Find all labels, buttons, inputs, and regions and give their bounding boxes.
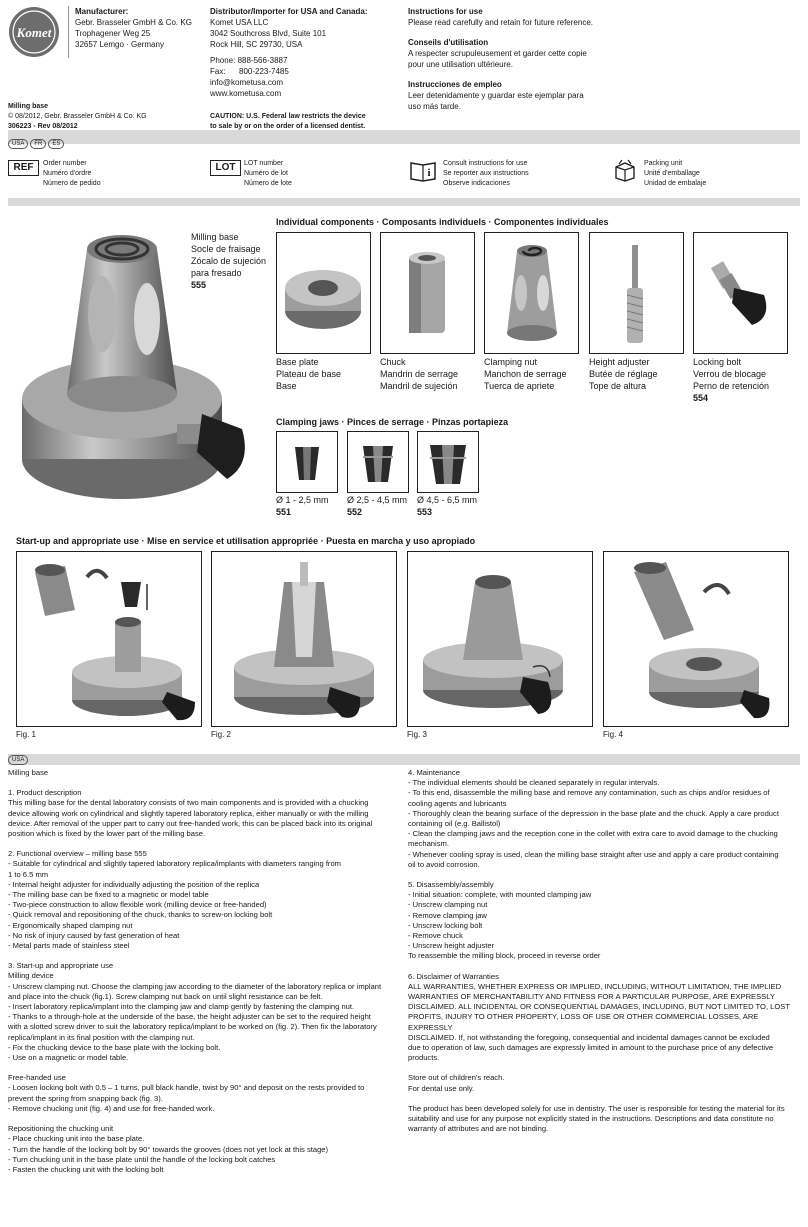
jaw-size: Ø 1 - 2,5 mm bbox=[276, 495, 329, 505]
main-product-line: Milling base bbox=[191, 232, 239, 242]
text-line: device allowing work on cylindrical and slightly tapered laboratory replica, either manually or with the milling bbox=[8, 808, 369, 818]
usa-badge: USA bbox=[8, 755, 28, 765]
manufacturer-line: Gebr. Brasseler GmbH & Co. KG bbox=[75, 18, 192, 27]
text-line: - Turn chucking unit in the base plate until the handle of the locking bolt catches bbox=[8, 1154, 276, 1164]
figure-4-image bbox=[603, 551, 789, 727]
text-line: - Unscrew height adjuster bbox=[408, 941, 495, 951]
text-line: - Fasten the chucking unit with the locking bolt bbox=[8, 1164, 164, 1174]
component-label-chuck bbox=[380, 356, 458, 392]
manufacturer-block bbox=[75, 6, 205, 50]
component-line: Chuck bbox=[380, 357, 406, 367]
paragraph-gap bbox=[408, 870, 800, 880]
component-line: Perno de retención bbox=[693, 381, 770, 391]
text-line: - Two-piece construction to allow flexible work (milling device or free-handed) bbox=[8, 900, 267, 910]
instructions-block bbox=[408, 6, 608, 112]
text-line: - To this end, disassemble the milling base and remove any contamination, such as chips and/or residues of bbox=[408, 788, 770, 798]
paragraph-gap bbox=[408, 1063, 800, 1073]
manufacturer-line: Trophagener Weg 25 bbox=[75, 29, 151, 38]
instructions-line: Please read carefully and retain for future reference. bbox=[408, 18, 593, 27]
symbol-text: Order number bbox=[43, 160, 87, 167]
jaws-title: Clamping jaws · Pinces de serrage · Pinzas portapieza bbox=[276, 417, 509, 427]
document-info bbox=[8, 102, 198, 132]
text-line: replica/implant in its final position with the clamping nut. bbox=[8, 1032, 195, 1042]
instructions-title: Instructions for use bbox=[408, 7, 483, 16]
symbol-text: Numéro de lot bbox=[244, 170, 288, 177]
text-line: - Internal height adjuster for individually adjusting the position of the replica bbox=[8, 879, 260, 889]
component-line: Manchon de serrage bbox=[484, 369, 567, 379]
main-product-line: para fresado bbox=[191, 268, 242, 278]
jaw-image-551 bbox=[276, 431, 338, 493]
header-divider-bar bbox=[8, 130, 800, 147]
paragraph-gap bbox=[8, 1063, 400, 1073]
figure-1-caption: Fig. 1 bbox=[16, 730, 37, 739]
text-line: Free-handed use bbox=[8, 1073, 66, 1083]
email-link[interactable]: info@kometusa.com bbox=[210, 78, 284, 87]
component-image-base-plate bbox=[276, 232, 371, 354]
component-line: Butée de réglage bbox=[589, 369, 658, 379]
component-image-clamping-nut bbox=[484, 232, 579, 354]
symbol-text: Unité d'emballage bbox=[644, 170, 700, 177]
paragraph-gap bbox=[408, 962, 800, 972]
text-line: position which is fixed by the lower part of the milling base. bbox=[8, 829, 206, 839]
ref-symbol: REF bbox=[8, 160, 39, 176]
component-line: Height adjuster bbox=[589, 357, 650, 367]
text-line: mechanism. bbox=[408, 839, 449, 849]
text-line: 4. Maintenance bbox=[408, 768, 460, 777]
figure-2-image bbox=[211, 551, 397, 727]
packing-box-icon bbox=[613, 158, 637, 182]
components-title: Individual components · Composants individuels · Componentes individuales bbox=[276, 217, 609, 227]
component-label-locking-bolt bbox=[693, 356, 769, 404]
distributor-line: Komet USA LLC bbox=[210, 18, 269, 27]
manufacturer-label: Manufacturer: bbox=[75, 7, 129, 16]
text-line: - Remove chuck bbox=[408, 931, 463, 941]
figure-4-caption: Fig. 4 bbox=[603, 730, 624, 739]
text-line: - Turn the handle of the locking bolt by 90° towards the grooves (does not yet lock at this stage) bbox=[8, 1144, 329, 1154]
text-line: - Remove chucking unit (fig. 4) and use for free-handed work. bbox=[8, 1103, 215, 1113]
jaw-image-552 bbox=[347, 431, 409, 493]
komet-logo bbox=[8, 6, 60, 58]
text-line: - Thanks to a through-hole at the underside of the base, the height adjuster can be set to the required height bbox=[8, 1012, 371, 1022]
jaw-size: Ø 4,5 - 6,5 mm bbox=[417, 495, 478, 505]
jaw-size: Ø 2,5 - 4,5 mm bbox=[347, 495, 408, 505]
text-line: - The milling base can be fixed to a magnetic or model table bbox=[8, 890, 209, 900]
symbol-text: Número de pedido bbox=[43, 180, 101, 187]
section-divider-bar bbox=[8, 198, 800, 206]
startup-title: Start-up and appropriate use · Mise en service et utilisation appropriée · Puesta en marcha y uso apropiado bbox=[16, 536, 476, 546]
symbol-text: Numéro d'ordre bbox=[43, 170, 92, 177]
text-line: 1 to 6.5 mm bbox=[8, 869, 49, 879]
text-line: - Thoroughly clean the bearing surface of the depression in the base plate and the chuck. Apply a care product bbox=[408, 808, 779, 818]
jaw-number: 553 bbox=[417, 507, 433, 517]
text-line: - Initial situation: complete, with mounted clamping jaw bbox=[408, 890, 592, 900]
instructions-line: A respecter scrupuleusement et garder cette copie bbox=[408, 49, 587, 58]
text-line: WARRANTIES OF MERCHANTABILITY AND FITNESS FOR A PARTICULAR PURPOSE, ARE EXPRESSLY bbox=[408, 992, 775, 1002]
component-image-height-adjuster bbox=[589, 232, 684, 354]
text-line: with a slotted screw driver to suit the laboratory replica/implant to be worked on (fig. 2). Then fix the laboratory bbox=[8, 1022, 377, 1032]
text-line: cooling agents and lubricants bbox=[408, 798, 507, 808]
text-line: - Unscrew clamping nut. Choose the clamping jaw according to the diameter of the laboratory replica or implant bbox=[8, 981, 382, 991]
caution-line: CAUTION: U.S. Federal law restricts the device bbox=[210, 113, 366, 120]
component-line: Locking bolt bbox=[693, 357, 742, 367]
copyright: © 08/2012, Gebr. Brasseler GmbH & Co. KG bbox=[8, 113, 147, 120]
text-line: - Ergonomically shaped clamping nut bbox=[8, 920, 133, 930]
text-line: 1. Product description bbox=[8, 788, 82, 798]
figure-1-image bbox=[16, 551, 202, 727]
text-line: PROFITS, INJURY TO OTHER PROPERTY, LOSS OF USE OR OTHER COMMERCIAL LOSSES, ARE EXPRESSLY bbox=[408, 1012, 759, 1032]
text-line: - Use on a magnetic or model table. bbox=[8, 1053, 129, 1063]
fax-label: Fax: bbox=[210, 67, 226, 76]
text-line: Store out of children's reach. bbox=[408, 1073, 505, 1083]
text-line: For dental use only. bbox=[408, 1083, 475, 1093]
lot-symbol: LOT bbox=[210, 160, 241, 176]
text-line: 6. Disclaimer of Warranties bbox=[408, 971, 499, 981]
lot-legend bbox=[244, 159, 292, 189]
main-product-line: Socle de fraisage bbox=[191, 244, 261, 254]
component-line: Verrou de blocage bbox=[693, 369, 767, 379]
text-line: device. After removal of the upper part to carry out free-handed work, this can be placed back into its original bbox=[8, 818, 373, 828]
jaw-number: 551 bbox=[276, 507, 292, 517]
text-line: suitability and use for any purpose not explicitly stated in the instructions. Descriptions and data constitute no bbox=[408, 1114, 774, 1124]
instructions-title: Instrucciones de empleo bbox=[408, 80, 502, 89]
text-line: - Unscrew locking bolt bbox=[408, 920, 483, 930]
jaw-label-553 bbox=[417, 494, 477, 518]
info-glyph: i bbox=[427, 168, 431, 179]
text-line: - Fix the chucking device to the base plate with the locking bolt. bbox=[8, 1042, 221, 1052]
symbol-text: Consult instructions for use bbox=[443, 160, 528, 167]
text-line: Milling base bbox=[8, 768, 49, 777]
text-line: DISCLAIMED. ALL INCIDENTAL OR CONSEQUENTIAL DAMAGES, INCLUDING, BUT NOT LIMITED TO, LOST bbox=[408, 1002, 791, 1012]
symbol-text: Número de lote bbox=[244, 180, 292, 187]
component-line: Base plate bbox=[276, 357, 319, 367]
text-line: ALL WARRANTIES, WHETHER EXPRESS OR IMPLIED, INCLUDING, WITHOUT LIMITATION, THE IMPLIED bbox=[408, 981, 782, 991]
phone-label: Phone: bbox=[210, 56, 236, 65]
text-line: - Whenever cooling spray is used, clean the milling base straight after use and apply a care product containing bbox=[408, 849, 779, 859]
text-line: To reassemble the milling block, proceed in reverse order bbox=[408, 951, 601, 961]
symbol-text: Observe indicaciones bbox=[443, 180, 510, 187]
text-line: prevent the spring from snapping back (fig. 3). bbox=[8, 1093, 163, 1103]
symbol-text: Packing unit bbox=[644, 160, 683, 167]
component-line: Mandril de sujeción bbox=[380, 381, 458, 391]
text-line: Repositioning the chucking unit bbox=[8, 1124, 114, 1134]
component-line: Base bbox=[276, 381, 297, 391]
text-line: - Place chucking unit into the base plate. bbox=[8, 1134, 145, 1144]
paragraph-gap bbox=[8, 951, 400, 961]
text-line: - Insert laboratory replica/implant into the clamping jaw and clamp gently by fastening the clamping nut. bbox=[8, 1002, 355, 1012]
distributor-line: Rock Hill, SC 29730, USA bbox=[210, 40, 303, 49]
symbol-text: Unidad de embalaje bbox=[644, 180, 707, 187]
phone-number[interactable]: 888-566-3887 bbox=[237, 56, 288, 65]
instructions-title: Conseils d'utilisation bbox=[408, 38, 489, 47]
component-label-clamping-nut bbox=[484, 356, 567, 392]
paragraph-gap bbox=[8, 839, 400, 849]
text-line: containing oil (e.g. Ballistol) bbox=[408, 819, 501, 829]
component-label-height-adjuster bbox=[589, 356, 658, 392]
component-line: Plateau de base bbox=[276, 369, 342, 379]
figure-3-image bbox=[407, 551, 593, 727]
symbol-text: Se reporter aux instructions bbox=[443, 170, 529, 177]
paragraph-gap bbox=[8, 778, 400, 788]
ref-legend bbox=[43, 159, 101, 189]
text-line: warranty of attributes and are not binding. bbox=[408, 1124, 549, 1134]
text-line: 3. Start-up and appropriate use bbox=[8, 961, 114, 971]
paragraph-gap bbox=[408, 1094, 800, 1104]
country-badge: FR bbox=[30, 139, 46, 149]
component-line: Tope de altura bbox=[589, 381, 647, 391]
distributor-block bbox=[210, 6, 400, 99]
consult-legend bbox=[443, 159, 529, 189]
jaw-number: 552 bbox=[347, 507, 363, 517]
text-line: 5. Disassembly/assembly bbox=[408, 880, 494, 890]
distributor-label: Distributor/Importer for USA and Canada: bbox=[210, 7, 368, 16]
text-line: - Quick removal and repositioning of the chuck, thanks to screw-on locking bolt bbox=[8, 910, 273, 920]
packing-legend bbox=[644, 159, 706, 189]
instructions-line: Leer detenidamente y guardar este ejemplar para bbox=[408, 91, 584, 100]
text-line: - No risk of injury caused by fast generation of heat bbox=[8, 930, 180, 940]
manufacturer-line: 32657 Lemgo · Germany bbox=[75, 40, 164, 49]
component-line: Clamping nut bbox=[484, 357, 538, 367]
component-line: Mandrin de serrage bbox=[380, 369, 459, 379]
symbol-text: LOT number bbox=[244, 160, 284, 167]
jaw-image-553 bbox=[417, 431, 479, 493]
website-link[interactable]: www.kometusa.com bbox=[210, 89, 282, 98]
text-line: - Unscrew clamping nut bbox=[408, 900, 488, 910]
text-line: Milling device bbox=[8, 971, 54, 981]
text-section-bar bbox=[8, 754, 800, 765]
caution-line: to sale by or on the order of a licensed dentist. bbox=[210, 123, 366, 130]
text-line: products. bbox=[408, 1053, 440, 1063]
main-product-number: 555 bbox=[191, 280, 207, 290]
text-line: The product has been developed solely for use in dentistry. The user is responsible for testing the material for its bbox=[408, 1103, 785, 1113]
doc-title: Milling base bbox=[8, 103, 49, 110]
revision: 306223 - Rev 08/2012 bbox=[8, 123, 78, 130]
text-line: This milling base for the dental laboratory consists of two main components and is provided with a chucking bbox=[8, 798, 369, 808]
caution-note bbox=[210, 112, 400, 132]
component-image-chuck bbox=[380, 232, 475, 354]
fax-number: 800-223-7485 bbox=[239, 67, 289, 76]
component-label-base-plate bbox=[276, 356, 341, 392]
country-badge: USA bbox=[8, 139, 28, 149]
figure-3-caption: Fig. 3 bbox=[407, 730, 428, 739]
text-line: - The individual elements should be cleaned separately in regular intervals. bbox=[408, 778, 660, 788]
main-product-line: Zócalo de sujeción bbox=[191, 256, 267, 266]
text-line: - Suitable for cylindrical and slightly tapered laboratory replica/implants with diameters ranging from bbox=[8, 859, 342, 869]
figure-2-caption: Fig. 2 bbox=[211, 730, 232, 739]
paragraph-gap bbox=[8, 1114, 400, 1124]
text-line: - Metal parts made of stainless steel bbox=[8, 941, 130, 951]
text-line: 2. Functional overview – milling base 555 bbox=[8, 849, 147, 859]
text-line: DISCLAIMED. If, not withstanding the foregoing, consequential and incidental damages cannot be excluded bbox=[408, 1032, 770, 1042]
main-product-label bbox=[191, 231, 266, 291]
logo-text: Komet bbox=[16, 25, 52, 40]
jaw-label-552 bbox=[347, 494, 407, 518]
country-badge: ES bbox=[48, 139, 64, 149]
text-line: - Loosen locking bolt with 0.5 – 1 turns, pull black handle, twist by 90° and deposit on the rests provided to bbox=[8, 1083, 365, 1093]
distributor-line: 3042 Southcross Blvd, Suite 101 bbox=[210, 29, 327, 38]
text-line: - Clean the clamping jaws and the reception cone in the collet with extra care to avoid damage to the chucking bbox=[408, 829, 778, 839]
instructions-book-icon bbox=[409, 160, 437, 182]
instructions-right-column bbox=[408, 768, 800, 1135]
instructions-line: pour une utilisation ultérieure. bbox=[408, 60, 513, 69]
component-line: Tuerca de apriete bbox=[484, 381, 555, 391]
component-image-locking-bolt bbox=[693, 232, 788, 354]
text-line: oil to avoid corrosion. bbox=[408, 859, 480, 869]
jaw-label-551 bbox=[276, 494, 329, 518]
text-line: - Remove clamping jaw bbox=[408, 910, 487, 920]
component-number: 554 bbox=[693, 393, 709, 403]
instructions-left-column bbox=[8, 768, 400, 1175]
text-line: due to operation of law, such damages are expressly limited in amount to the purchase price of any defective bbox=[408, 1043, 774, 1053]
instructions-line: uso más tarde. bbox=[408, 102, 461, 111]
text-line: and place into the chuck (fig.1). Screw clamping nut back on until slight resistance can be felt. bbox=[8, 991, 323, 1001]
